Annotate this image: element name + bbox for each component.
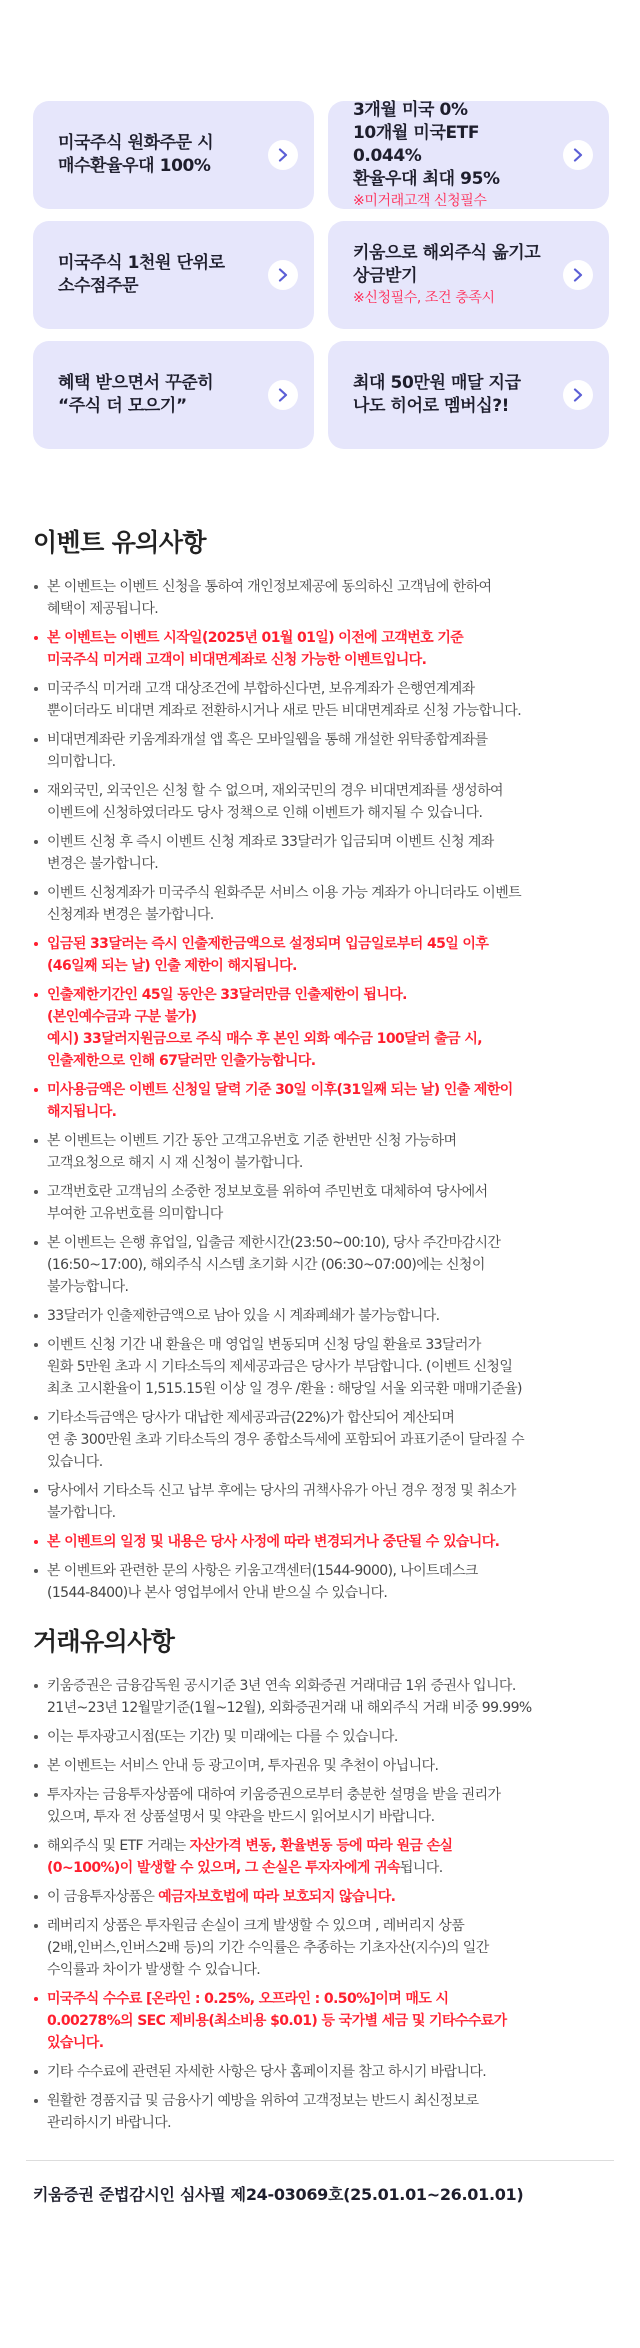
notice-item [47, 1835, 614, 1879]
notice-item [47, 1784, 614, 1828]
notice-item: 입금된 33달러는 즉시 인출제한금액으로 설정되며 입금일로부터 45일 이후 (46일째 되는 날) 인출 제한이 해지됩니다. [47, 933, 614, 977]
notice-item [47, 2061, 614, 2083]
card-note: ※신청필수, 조건 충족시 [353, 290, 495, 306]
notice-item: 재외국민, 외국인은 신청 할 수 없으며, 재외국민의 경우 비대면계좌를 생성하여 이벤트에 신청하였더라도 당사 정책으로 인해 이벤트가 해지될 수 있습니다. [47, 780, 614, 824]
benefit-cards [0, 0, 640, 449]
notice-item: 본 이벤트와 관련한 문의 사항은 키움고객센터(1544-9000), 나이트데스크 (1544-8400)나 본사 영업부에서 안내 받으실 수 있습니다. [47, 1560, 614, 1604]
notice-item: 본 이벤트의 일정 및 내용은 당사 사정에 따라 변경되거나 중단될 수 있습니다. [47, 1531, 614, 1553]
card-title: 혜택 받으면서 꾸준히 “주식 더 모으기” [58, 373, 214, 416]
notice-item: 고객번호란 고객님의 소중한 정보보호를 위하여 주민번호 대체하여 당사에서 부여한 고유번호를 의미합니다 [47, 1181, 614, 1225]
card-title: 미국주식 원화주문 시 매수환율우대 100% [58, 133, 214, 176]
notice-item [47, 1988, 614, 2054]
notice-item [47, 1675, 614, 1719]
trade-notice-list [0, 1675, 640, 2134]
notice-text: 됩니다. [399, 1860, 443, 1876]
notice-text: 본 이벤트는 서비스 안내 등 광고이며, 투자권유 및 추천이 아닙니다. [47, 1758, 439, 1774]
card-title: 3개월 미국 0% 10개월 미국ETF 0.044% 환율우대 최대 95% [353, 100, 500, 189]
benefit-card-krw-order[interactable] [33, 101, 314, 209]
notice-text: 원활한 경품지급 및 금융사기 예방을 위하여 고객정보는 반드시 최신정보로 관리하시기 바랍니다. [47, 2093, 479, 2131]
chevron-right-icon[interactable] [563, 140, 593, 170]
benefit-card-fee-discount[interactable] [328, 101, 609, 209]
chevron-right-icon[interactable] [268, 260, 298, 290]
notice-item: 본 이벤트는 이벤트 기간 동안 고객고유번호 기준 한번만 신청 가능하며 고객요청으로 해지 시 재 신청이 불가합니다. [47, 1130, 614, 1174]
compliance-review-number: 키움증권 준법감시인 심사필 제24-03069호(25.01.01~26.01.01) [33, 2185, 524, 2204]
chevron-right-icon[interactable] [563, 260, 593, 290]
notice-text: 레버리지 상품은 투자원금 손실이 크게 발생할 수 있으며 , 레버리지 상품 (2배,인버스,인버스2배 등)의 기간 수익률은 추종하는 기초자산(지수)의 일간 수익률과 차이가 발생할 수 있습니다. [47, 1918, 489, 1978]
notice-item: 본 이벤트는 이벤트 신청을 통하여 개인정보제공에 동의하신 고객님에 한하여 혜택이 제공됩니다. [47, 576, 614, 620]
notice-text: 이는 투자광고시점(또는 기간) 및 미래에는 다를 수 있습니다. [47, 1729, 398, 1745]
benefit-card-fractional-order[interactable] [33, 221, 314, 329]
notice-text: 해외주식 및 ETF 거래는 [47, 1838, 190, 1854]
divider [26, 2160, 614, 2161]
notice-text: 기타 수수료에 관련된 자세한 사항은 당사 홈페이지를 참고 하시기 바랍니다. [47, 2064, 487, 2080]
notice-item: 인출제한기간인 45일 동안은 33달러만큼 인출제한이 됩니다. (본인예수금과 구분 불가) 예시) 33달러지원금으로 주식 매수 후 본인 외화 예수금 100달러 출금 시, 인출제한으로 인해 67달러만 인출가능합니다. [47, 984, 614, 1072]
card-note: ※미거래고객 신청필수 [353, 193, 487, 209]
notice-item: 당사에서 기타소득 신고 납부 후에는 당사의 귀책사유가 아닌 경우 정정 및 취소가 불가합니다. [47, 1480, 614, 1524]
notice-item: 본 이벤트는 이벤트 시작일(2025년 01월 01일) 이전에 고객번호 기준 미국주식 미거래 고객이 비대면계좌로 신청 가능한 이벤트입니다. [47, 627, 614, 671]
chevron-right-icon[interactable] [268, 140, 298, 170]
notice-item: 33달러가 인출제한금액으로 남아 있을 시 계좌폐쇄가 불가능합니다. [47, 1305, 614, 1327]
event-notice-list [0, 576, 640, 1604]
benefit-card-transfer-prize[interactable] [328, 221, 609, 329]
notice-item [47, 1726, 614, 1748]
card-title: 최대 50만원 매달 지급 나도 히어로 멤버십?! [353, 373, 521, 416]
notice-text: 이 금융투자상품은 [47, 1889, 159, 1905]
highlighted-text: 미국주식 수수료 [온라인 : 0.25%, 오프라인 : 0.50%]이며 매도 시 0.00278%의 SEC 제비용(최소비용 $0.01) 등 국가별 세금 및 기타수수료가 있습니다. [47, 1991, 507, 2051]
trade-notice-title: 거래유의사항 [33, 1627, 175, 1656]
notice-text: 키움증권은 금융감독원 공시기준 3년 연속 외화증권 거래대금 1위 증권사 입니다. 21년~23년 12월말기준(1월~12월), 외화증권거래 내 해외주식 거래 비중 99.99% [47, 1678, 532, 1716]
chevron-right-icon[interactable] [563, 380, 593, 410]
notice-item: 비대면계좌란 키움계좌개설 앱 혹은 모바일웹을 통해 개설한 위탁종합계좌를 의미합니다. [47, 729, 614, 773]
highlighted-text: 예금자보호법에 따라 보호되지 않습니다. [158, 1889, 396, 1905]
notice-item: 이벤트 신청계좌가 미국주식 원화주문 서비스 이용 가능 계좌가 아니더라도 이벤트 신청계좌 변경은 불가합니다. [47, 882, 614, 926]
notice-item: 기타소득금액은 당사가 대납한 제세공과금(22%)가 합산되어 계산되며 연 총 300만원 초과 기타소득의 경우 종합소득세에 포함되어 과표기준이 달라질 수 있습니다. [47, 1407, 614, 1473]
notice-item [47, 2090, 614, 2134]
card-title: 키움으로 해외주식 옮기고 상금받기 [353, 243, 541, 286]
notice-item: 이벤트 신청 기간 내 환율은 매 영업일 변동되며 신청 당일 환율로 33달러가 원화 5만원 초과 시 기타소득의 제세공과금은 당사가 부담합니다. (이벤트 신청일 최초 고시환율이 1,515.15원 이상 일 경우 /환율 : 해당일 서울 외국환 매매기준율) [47, 1334, 614, 1400]
event-notice-title: 이벤트 유의사항 [33, 528, 206, 557]
notice-item: 미국주식 미거래 고객 대상조건에 부합하신다면, 보유계좌가 은행연계계좌 뿐이더라도 비대면 계좌로 전환하시거나 새로 만든 비대면계좌로 신청 가능합니다. [47, 678, 614, 722]
card-title: 미국주식 1천원 단위로 소수점주문 [58, 253, 225, 296]
notice-item [47, 1886, 614, 1908]
notice-item: 이벤트 신청 후 즉시 이벤트 신청 계좌로 33달러가 입금되며 이벤트 신청 계좌 변경은 불가합니다. [47, 831, 614, 875]
notice-item [47, 1755, 614, 1777]
notice-item: 미사용금액은 이벤트 신청일 달력 기준 30일 이후(31일째 되는 날) 인출 제한이 해지됩니다. [47, 1079, 614, 1123]
highlighted-text: 자산가격 변동, 환율변동 등에 따라 원금 손실 (0~100%)이 발생할 수 있으며, 그 손실은 투자자에게 귀속 [47, 1838, 453, 1876]
notice-item [47, 1915, 614, 1981]
chevron-right-icon[interactable] [268, 380, 298, 410]
notice-text: 투자자는 금융투자상품에 대하여 키움증권으로부터 충분한 설명을 받을 권리가 있으며, 투자 전 상품설명서 및 약관을 반드시 읽어보시기 바랍니다. [47, 1787, 501, 1825]
benefit-card-stock-accumulate[interactable] [33, 341, 314, 449]
notice-item: 본 이벤트는 은행 휴업일, 입출금 제한시간(23:50~00:10), 당사 주간마감시간 (16:50~17:00), 해외주식 시스템 초기화 시간 (06:30~07:00)에는 신청이 불가능합니다. [47, 1232, 614, 1298]
benefit-card-hero-membership[interactable] [328, 341, 609, 449]
